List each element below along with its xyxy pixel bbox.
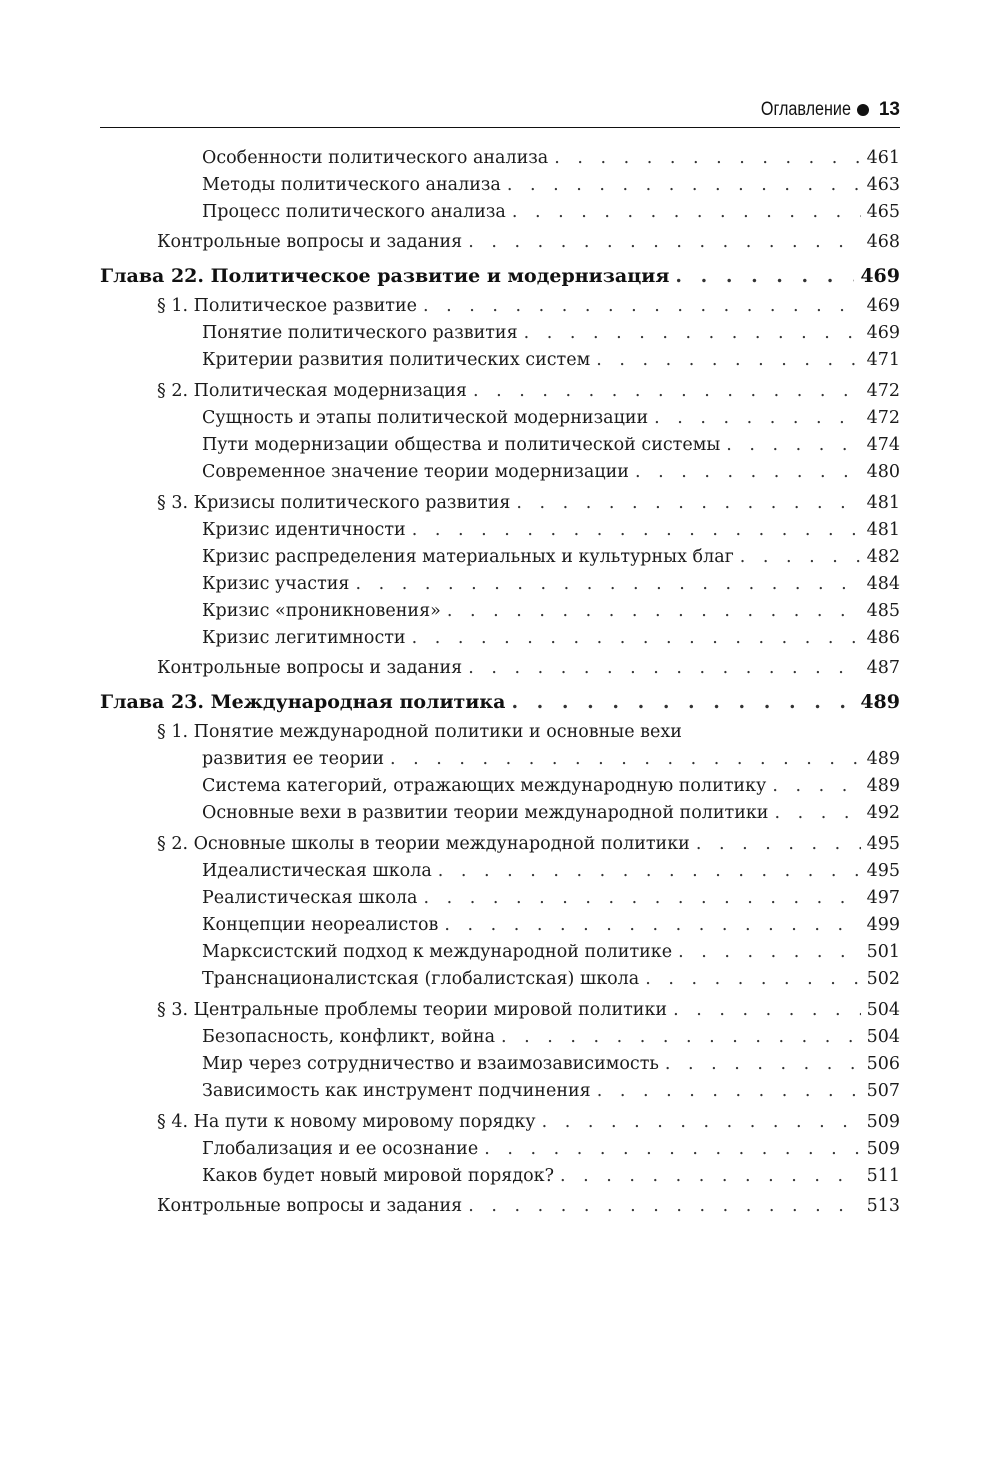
toc-entry-topic: [100, 1024, 900, 1051]
toc-entry-page: 469: [860, 265, 900, 287]
leader-dots: [511, 689, 854, 716]
leader-dots: [678, 939, 861, 966]
toc-entry-page: 499: [866, 915, 900, 935]
toc-entry-section: [100, 293, 900, 320]
leader-dots: [444, 912, 860, 939]
toc-entry-topic: [100, 459, 900, 486]
toc-entry-title: Процесс политического анализа: [202, 202, 506, 222]
toc-entry-title: Мир через сотрудничество и взаимозависимость: [202, 1054, 659, 1074]
leader-dots: [597, 1078, 861, 1105]
leader-dots: [645, 966, 860, 993]
toc-entry-page: 485: [866, 601, 900, 621]
toc-entry-page: 492: [866, 803, 900, 823]
toc-entry-title: § 3. Центральные проблемы теории мировой политики: [157, 1000, 668, 1020]
toc-entry-page: 511: [866, 1166, 900, 1186]
leader-dots: [390, 746, 861, 773]
toc-entry-topic: [100, 598, 900, 625]
leader-dots: [740, 544, 861, 571]
toc-entry-title: Идеалистическая школа: [202, 861, 432, 881]
toc-entry-page: 507: [866, 1081, 900, 1101]
toc-entry-title: Современное значение теории модернизации: [202, 462, 629, 482]
toc-entry-topic: [100, 199, 900, 226]
toc-entry-topic: [100, 571, 900, 598]
leader-dots: [542, 1109, 861, 1136]
toc-entry-title: Контрольные вопросы и задания: [157, 1196, 463, 1216]
toc-entry-page: 489: [866, 776, 900, 796]
header-page-number: 13: [878, 99, 900, 120]
toc-entry-page: 495: [866, 861, 900, 881]
bullet-icon: [857, 104, 869, 116]
toc-entry-page: 484: [866, 574, 900, 594]
leader-dots: [635, 459, 861, 486]
toc-entry-page: 471: [866, 350, 900, 370]
leader-dots: [473, 378, 861, 405]
leader-dots: [673, 997, 861, 1024]
toc-entry-page: 487: [866, 658, 900, 678]
toc-entry-title: Контрольные вопросы и задания: [157, 658, 463, 678]
header-inner: [745, 99, 900, 121]
leader-dots: [524, 320, 861, 347]
toc-entry-topic: [100, 625, 900, 652]
toc-entry-title: Глобализация и ее осознание: [202, 1139, 479, 1159]
toc-entry-page: 468: [866, 232, 900, 252]
leader-dots: [424, 885, 861, 912]
leader-dots: [516, 490, 860, 517]
toc-entry-page: 495: [866, 834, 900, 854]
toc-entry-title: Концепции неореалистов: [202, 915, 439, 935]
toc-entry-page: 501: [866, 942, 900, 962]
toc-entry-questions: [100, 655, 900, 682]
toc-entry-title: Основные вехи в развитии теории международной политики: [202, 803, 769, 823]
toc-entry-title: § 2. Политическая модернизация: [157, 381, 467, 401]
toc-entry-topic: [100, 1136, 900, 1163]
toc-entry-page: 469: [866, 296, 900, 316]
leader-dots: [596, 347, 860, 374]
toc-entry-title: Транснационалистская (глобалистская) школа: [202, 969, 640, 989]
toc-entry-topic: [100, 405, 900, 432]
leader-dots: [560, 1163, 861, 1190]
leader-dots: [468, 1193, 860, 1220]
toc-entry-page: 509: [866, 1139, 900, 1159]
toc-entry-title: Зависимость как инструмент подчинения: [202, 1081, 591, 1101]
table-of-contents: [100, 145, 900, 1220]
toc-entry-title: § 2. Основные школы в теории международной политики: [157, 834, 690, 854]
toc-entry-page: 461: [866, 148, 900, 168]
toc-entry-page: 480: [866, 462, 900, 482]
toc-entry-title: Методы политического анализа: [202, 175, 501, 195]
toc-entry-page: 472: [866, 381, 900, 401]
toc-entry-page: 502: [866, 969, 900, 989]
leader-dots: [665, 1051, 861, 1078]
toc-entry-page: 482: [866, 547, 900, 567]
toc-entry-title: Понятие политического развития: [202, 323, 518, 343]
toc-entry-section: [100, 490, 900, 517]
toc-entry-topic: [100, 1078, 900, 1105]
toc-entry-topic: [100, 517, 900, 544]
toc-entry-section: [100, 1109, 900, 1136]
toc-entry-page: 486: [866, 628, 900, 648]
toc-entry-page: 472: [866, 408, 900, 428]
toc-entry-page: 474: [866, 435, 900, 455]
leader-dots: [696, 831, 861, 858]
toc-entry-topic: [100, 966, 900, 993]
toc-entry-page: 497: [866, 888, 900, 908]
leader-dots: [468, 229, 860, 256]
toc-entry-title: Кризис распределения материальных и культурных благ: [202, 547, 734, 567]
toc-entry-questions: [100, 1193, 900, 1220]
toc-entry-page: 513: [866, 1196, 900, 1216]
toc-entry-topic: [100, 885, 900, 912]
leader-dots: [468, 655, 860, 682]
toc-entry-section-first-line: § 1. Понятие международной политики и основные вехи: [157, 722, 682, 742]
toc-entry-title: Пути модернизации общества и политической системы: [202, 435, 721, 455]
leader-dots: [412, 517, 861, 544]
toc-entry-topic: [100, 172, 900, 199]
toc-entry-page: 509: [866, 1112, 900, 1132]
toc-entry-title: Кризис участия: [202, 574, 350, 594]
leader-dots: [772, 773, 860, 800]
toc-entry-topic: [100, 1163, 900, 1190]
toc-entry-topic: [100, 544, 900, 571]
toc-entry-topic: [100, 773, 900, 800]
leader-dots: [412, 625, 861, 652]
toc-entry-topic: [100, 347, 900, 374]
toc-entry-title: Кризис идентичности: [202, 520, 406, 540]
leader-dots: [675, 263, 854, 290]
toc-entry-page: 481: [866, 520, 900, 540]
toc-entry-page: 481: [866, 493, 900, 513]
toc-entry-page: 489: [860, 691, 900, 713]
running-header: [100, 97, 900, 128]
toc-entry-page: 504: [866, 1027, 900, 1047]
leader-dots: [438, 858, 861, 885]
toc-entry-title: Марксистский подход к международной политике: [202, 942, 673, 962]
toc-entry-title: Безопасность, конфликт, война: [202, 1027, 496, 1047]
toc-entry-title: Кризис «проникновения»: [202, 601, 441, 621]
toc-entry-page: 504: [866, 1000, 900, 1020]
toc-entry-title: Глава 22. Политическое развитие и модернизация: [100, 265, 670, 287]
toc-entry-title: Глава 23. Международная политика: [100, 691, 506, 713]
leader-dots: [554, 145, 860, 172]
toc-entry-title: Контрольные вопросы и задания: [157, 232, 463, 252]
toc-entry-topic: [100, 912, 900, 939]
leader-dots: [512, 199, 861, 226]
leader-dots: [726, 432, 860, 459]
toc-entry-chapter: [100, 689, 900, 716]
leader-dots: [355, 571, 860, 598]
toc-entry-section: [100, 378, 900, 405]
leader-dots: [423, 293, 861, 320]
leader-dots: [484, 1136, 860, 1163]
toc-entry-title: § 1. Политическое развитие: [157, 296, 418, 316]
toc-entry-title: Сущность и этапы политической модернизации: [202, 408, 649, 428]
toc-entry-title: Кризис легитимности: [202, 628, 406, 648]
toc-entry-title: § 3. Кризисы политического развития: [157, 493, 511, 513]
leader-dots: [447, 598, 861, 625]
leader-dots: [774, 800, 860, 827]
leader-dots: [654, 405, 860, 432]
toc-entry-chapter: [100, 263, 900, 290]
toc-entry-title: Реалистическая школа: [202, 888, 418, 908]
toc-entry-title: § 4. На пути к новому мировому порядку: [157, 1112, 536, 1132]
toc-entry-title: Критерии развития политических систем: [202, 350, 591, 370]
toc-entry-page: 465: [866, 202, 900, 222]
toc-entry-section: [100, 831, 900, 858]
toc-entry-topic: [100, 320, 900, 347]
toc-entry-title: Каков будет новый мировой порядок?: [202, 1166, 554, 1186]
toc-entry-topic: [100, 800, 900, 827]
toc-entry-title: Система категорий, отражающих международную политику: [202, 776, 767, 796]
header-title: Оглавление: [760, 99, 851, 120]
toc-entry-topic: [100, 858, 900, 885]
toc-entry-page: 506: [866, 1054, 900, 1074]
toc-entry-page: 469: [866, 323, 900, 343]
toc-entry-title: Особенности политического анализа: [202, 148, 549, 168]
toc-entry-topic: [100, 939, 900, 966]
toc-entry-page: 489: [866, 749, 900, 769]
toc-entry-questions: [100, 229, 900, 256]
leader-dots: [507, 172, 861, 199]
toc-entry-section: [100, 746, 900, 773]
toc-entry-topic: [100, 432, 900, 459]
toc-entry-page: 463: [866, 175, 900, 195]
toc-entry-section: [100, 997, 900, 1024]
toc-entry-title: развития ее теории: [202, 749, 385, 769]
toc-entry-topic: [100, 145, 900, 172]
leader-dots: [501, 1024, 861, 1051]
toc-entry-topic: [100, 1051, 900, 1078]
